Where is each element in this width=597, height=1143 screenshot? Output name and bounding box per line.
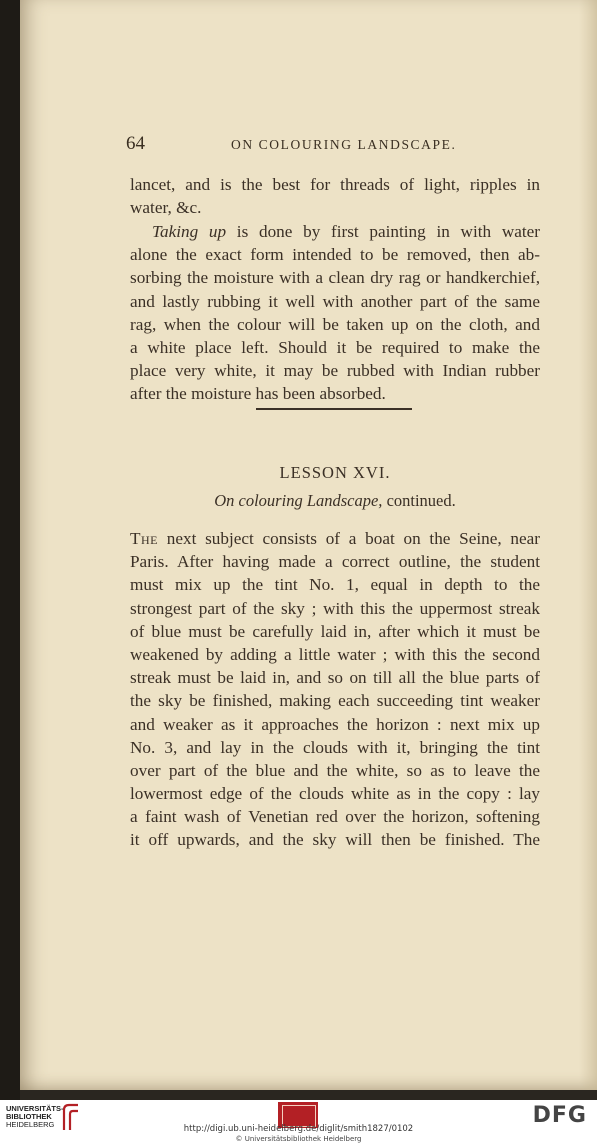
text-line: sorbing the moisture with a clean dry rag or handkerchief, [130,268,540,288]
text-line: a faint wash of Venetian red over the horizon, softening [130,807,540,827]
text-line: the sky be finished, making each succeeding tint weaker [130,691,540,711]
library-line: HEIDELBERG [6,1120,55,1129]
text-line: after the moisture has been absorbed. [130,384,386,404]
text-span: is done by first painting in with water [236,222,540,241]
text-line: must mix up the tint No. 1, equal in depth to the [130,575,540,595]
dfg-logo[interactable]: DFG [532,1103,587,1128]
copyright-notice: © Universitätsbibliothek Heidelberg [235,1135,362,1143]
text-line: weakened by adding a little water ; with this the second [130,644,540,664]
book-gutter [0,0,20,1100]
italic-term: Taking up [152,222,227,241]
lesson-title: LESSON XVI. [279,463,391,482]
text-line: of blue must be carefully laid in, after which it must be [130,621,540,641]
paragraph-taking-up [130,220,540,406]
text-line: and lastly rubbing it well with another part of the same [130,291,540,311]
text-line: alone the exact form intended to be removed, then ab- [130,245,540,265]
text-line: No. 3, and lay in the clouds with it, bringing the tint [130,737,540,757]
text-line: a white place left. Should it be required to make the [130,337,540,357]
text-line: water, &c. [130,198,202,218]
text-line [130,220,540,243]
text-line: streak must be laid in, and so on till all the blue parts of [130,668,540,688]
text-line: rag, when the colour will be taken up on the cloth, and [130,314,540,334]
section-divider [256,408,412,410]
text-span: next subject consists of a boat on the Seine, near [166,529,540,548]
running-head: ON COLOURING LANDSCAPE. [231,137,457,152]
text-line: lancet, and is the best for threads of light, ripples in [130,175,540,194]
text-line: Paris. After having made a correct outline, the student [130,552,540,572]
text-line: lowermost edge of the clouds white as in the copy : lay [130,784,540,804]
text-line: and weaker as it approaches the horizon : next mix up [130,714,540,734]
page-edge-shadow [579,0,597,1090]
paragraph-lancet [130,173,540,219]
text-line: strongest part of the sky ; with this the uppermost streak [130,598,540,618]
subtitle-italic: On colouring Landscape, [214,491,383,510]
page-header [126,133,546,153]
library-line: UNIVERSITÄTS- [6,1104,64,1113]
lesson-subtitle [130,491,540,511]
text-line [130,527,540,550]
paragraph-lesson-body [130,527,540,852]
subtitle-rest: continued. [386,491,456,510]
text-line: it off upwards, and the sky will then be finished. The [130,830,540,850]
text-line: over part of the blue and the white, so as to leave the [130,760,540,780]
text-line: place very white, it may be rubbed with Indian rubber [130,361,540,381]
lead-word: The [130,529,158,548]
library-line: BIBLIOTHEK [6,1112,52,1121]
page-number: 64 [126,133,145,154]
permalink-url[interactable]: http://digi.ub.uni-heidelberg.de/diglit/smith1827/0102 [183,1124,414,1134]
